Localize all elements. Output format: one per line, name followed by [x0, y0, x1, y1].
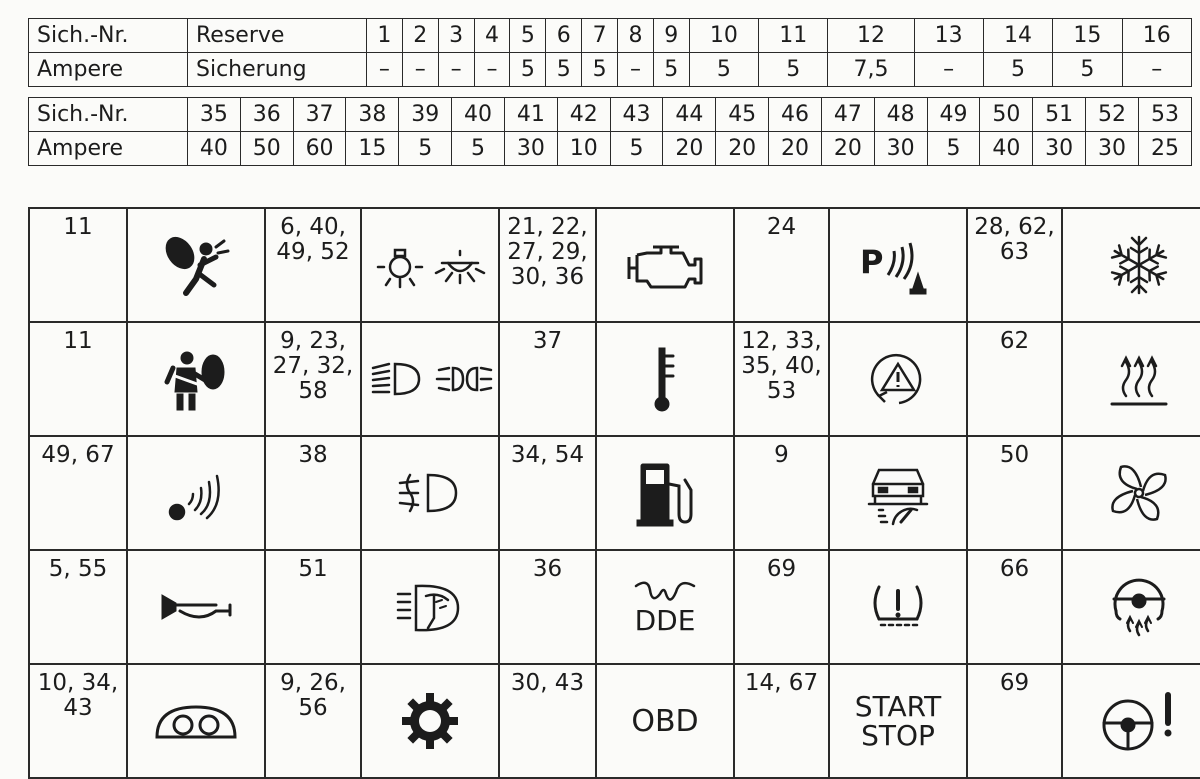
fuse-number-cell: 47	[821, 98, 874, 132]
fuse-number-cell: 36	[240, 98, 293, 132]
rear-fog-light-icon	[361, 436, 499, 550]
fuse-number-cell: 3	[438, 19, 474, 53]
fuse-number-cell: 51	[1033, 98, 1086, 132]
engine-check-icon	[596, 208, 734, 322]
ampere-cell: 15	[346, 132, 399, 166]
fuse-number-cell: 49	[927, 98, 980, 132]
fuse-list: 6, 40, 49, 52	[265, 208, 361, 322]
ampere-row	[29, 132, 1192, 166]
fuse-symbol-legend	[28, 207, 1200, 779]
fuse-number-cell: 42	[557, 98, 610, 132]
fuse-number-label: Sich.-Nr.	[29, 19, 188, 53]
horn-icon	[127, 550, 265, 664]
ampere-cell: 20	[821, 132, 874, 166]
steering-warning-icon	[1062, 664, 1200, 778]
fuse-list: 9, 26, 56	[265, 664, 361, 778]
ampere-cell: 60	[293, 132, 346, 166]
fuse-table-2	[28, 97, 1192, 166]
ampere-cell: 5	[610, 132, 663, 166]
fuse-number-cell: 39	[399, 98, 452, 132]
fuse-number-cell: 2	[402, 19, 438, 53]
fuse-list: 9	[734, 436, 829, 550]
fuse-number-cell: 7	[582, 19, 618, 53]
fuse-number-cell: 12	[828, 19, 914, 53]
fuse-number-cell: 6	[546, 19, 582, 53]
park-distance-control-icon	[829, 208, 967, 322]
legend-row	[29, 436, 1200, 550]
fuse-number-cell: 53	[1138, 98, 1191, 132]
fuse-list: 34, 54	[499, 436, 596, 550]
headlight-washer-icon	[361, 550, 499, 664]
ampere-cell: –	[618, 53, 654, 87]
headlight-high-beam-icon	[361, 322, 499, 436]
ampere-cell: 40	[188, 132, 241, 166]
diesel-glow-plug-icon	[596, 550, 734, 664]
ampere-cell: 30	[1033, 132, 1086, 166]
fuse-number-cell: 44	[663, 98, 716, 132]
snowflake-icon	[1062, 208, 1200, 322]
fuse-number-cell: 48	[874, 98, 927, 132]
fuse-number-cell: 15	[1053, 19, 1122, 53]
tire-pressure-warning-icon	[829, 550, 967, 664]
ampere-cell: 5	[452, 132, 505, 166]
fuse-number-cell: 13	[914, 19, 983, 53]
fuse-list: 69	[967, 664, 1062, 778]
blower-fan-icon	[1062, 436, 1200, 550]
fuse-list: 21, 22, 27, 29, 30, 36	[499, 208, 596, 322]
legend-row	[29, 322, 1200, 436]
fuse-number-cell: 8	[618, 19, 654, 53]
transmission-gear-icon	[361, 664, 499, 778]
ampere-cell: 5	[759, 53, 828, 87]
fuel-pump-icon	[596, 436, 734, 550]
fuse-list: 28, 62, 63	[967, 208, 1062, 322]
dde-label: DDE	[634, 603, 696, 637]
start-stop-icon	[829, 664, 967, 778]
fuse-table-1	[28, 18, 1192, 87]
ampere-cell: 5	[1053, 53, 1122, 87]
reserve-label: Reserve	[188, 19, 367, 53]
ampere-cell: 5	[399, 132, 452, 166]
stability-control-warning-icon	[829, 322, 967, 436]
fuse-list: 11	[29, 322, 127, 436]
fuse-list: 11	[29, 208, 127, 322]
obd-icon	[596, 664, 734, 778]
fuse-list: 36	[499, 550, 596, 664]
fuse-list: 51	[265, 550, 361, 664]
fuse-list: 30, 43	[499, 664, 596, 778]
ampere-cell: 25	[1138, 132, 1191, 166]
ampere-cell: 30	[1086, 132, 1139, 166]
legend-row	[29, 550, 1200, 664]
ampere-cell: 5	[689, 53, 758, 87]
obd-label: OBD	[631, 703, 699, 739]
start-stop-label: START STOP	[854, 690, 942, 752]
fuse-list: 62	[967, 322, 1062, 436]
coolant-temperature-icon	[596, 322, 734, 436]
fuse-number-cell: 46	[769, 98, 822, 132]
fuse-list: 37	[499, 322, 596, 436]
fuse-number-label: Sich.-Nr.	[29, 98, 188, 132]
fuse-number-cell: 10	[689, 19, 758, 53]
fuse-list: 9, 23, 27, 32, 58	[265, 322, 361, 436]
ampere-cell: –	[367, 53, 403, 87]
ampere-cell: 5	[582, 53, 618, 87]
ampere-cell: 20	[769, 132, 822, 166]
fuse-number-cell: 38	[346, 98, 399, 132]
fuse-number-cell: 37	[293, 98, 346, 132]
ampere-cell: 30	[504, 132, 557, 166]
fuse-number-row	[29, 19, 1192, 53]
instrument-cluster-icon	[127, 664, 265, 778]
fuse-list: 10, 34, 43	[29, 664, 127, 778]
ampere-cell: –	[1122, 53, 1191, 87]
exterior-lights-icon	[361, 208, 499, 322]
fuse-number-cell: 40	[452, 98, 505, 132]
ampere-cell: 5	[927, 132, 980, 166]
fuse-number-cell: 9	[653, 19, 689, 53]
heated-steering-wheel-icon	[1062, 550, 1200, 664]
svg-text:P: P	[860, 243, 884, 281]
suspension-control-icon	[829, 436, 967, 550]
fuse-number-cell: 11	[759, 19, 828, 53]
fuse-number-cell: 1	[367, 19, 403, 53]
ampere-cell: 10	[557, 132, 610, 166]
ampere-cell: –	[438, 53, 474, 87]
ampere-cell: 40	[980, 132, 1033, 166]
ampere-cell: 20	[663, 132, 716, 166]
ampere-cell: –	[474, 53, 510, 87]
fuse-number-cell: 14	[983, 19, 1052, 53]
ampere-cell: 5	[653, 53, 689, 87]
fuse-list: 50	[967, 436, 1062, 550]
fuse-number-row	[29, 98, 1192, 132]
fuse-list: 24	[734, 208, 829, 322]
fuse-list: 66	[967, 550, 1062, 664]
fuse-list: 14, 67	[734, 664, 829, 778]
sicherung-label: Sicherung	[188, 53, 367, 87]
fuse-number-cell: 50	[980, 98, 1033, 132]
fuse-number-cell: 4	[474, 19, 510, 53]
ampere-cell: –	[402, 53, 438, 87]
ampere-cell: 7,5	[828, 53, 914, 87]
ampere-cell: 30	[874, 132, 927, 166]
rear-window-defrost-icon	[1062, 322, 1200, 436]
fuse-list: 69	[734, 550, 829, 664]
radio-signal-icon	[127, 436, 265, 550]
legend-row	[29, 208, 1200, 322]
ampere-cell: 5	[510, 53, 546, 87]
fuse-number-cell: 43	[610, 98, 663, 132]
ampere-cell: 5	[546, 53, 582, 87]
fuse-number-cell: 52	[1086, 98, 1139, 132]
fuse-list: 5, 55	[29, 550, 127, 664]
ampere-label: Ampere	[29, 53, 188, 87]
fuse-number-cell: 35	[188, 98, 241, 132]
ampere-label: Ampere	[29, 132, 188, 166]
fuse-number-cell: 5	[510, 19, 546, 53]
fuse-list: 12, 33, 35, 40, 53	[734, 322, 829, 436]
fuse-number-cell: 45	[716, 98, 769, 132]
ampere-cell: –	[914, 53, 983, 87]
airbag-warning-icon	[127, 208, 265, 322]
fuse-list: 38	[265, 436, 361, 550]
fuse-number-cell: 41	[504, 98, 557, 132]
legend-row	[29, 664, 1200, 778]
ampere-cell: 5	[983, 53, 1052, 87]
fuse-number-cell: 16	[1122, 19, 1191, 53]
passenger-airbag-icon	[127, 322, 265, 436]
ampere-row	[29, 53, 1192, 87]
ampere-cell: 20	[716, 132, 769, 166]
ampere-cell: 50	[240, 132, 293, 166]
fuse-list: 49, 67	[29, 436, 127, 550]
